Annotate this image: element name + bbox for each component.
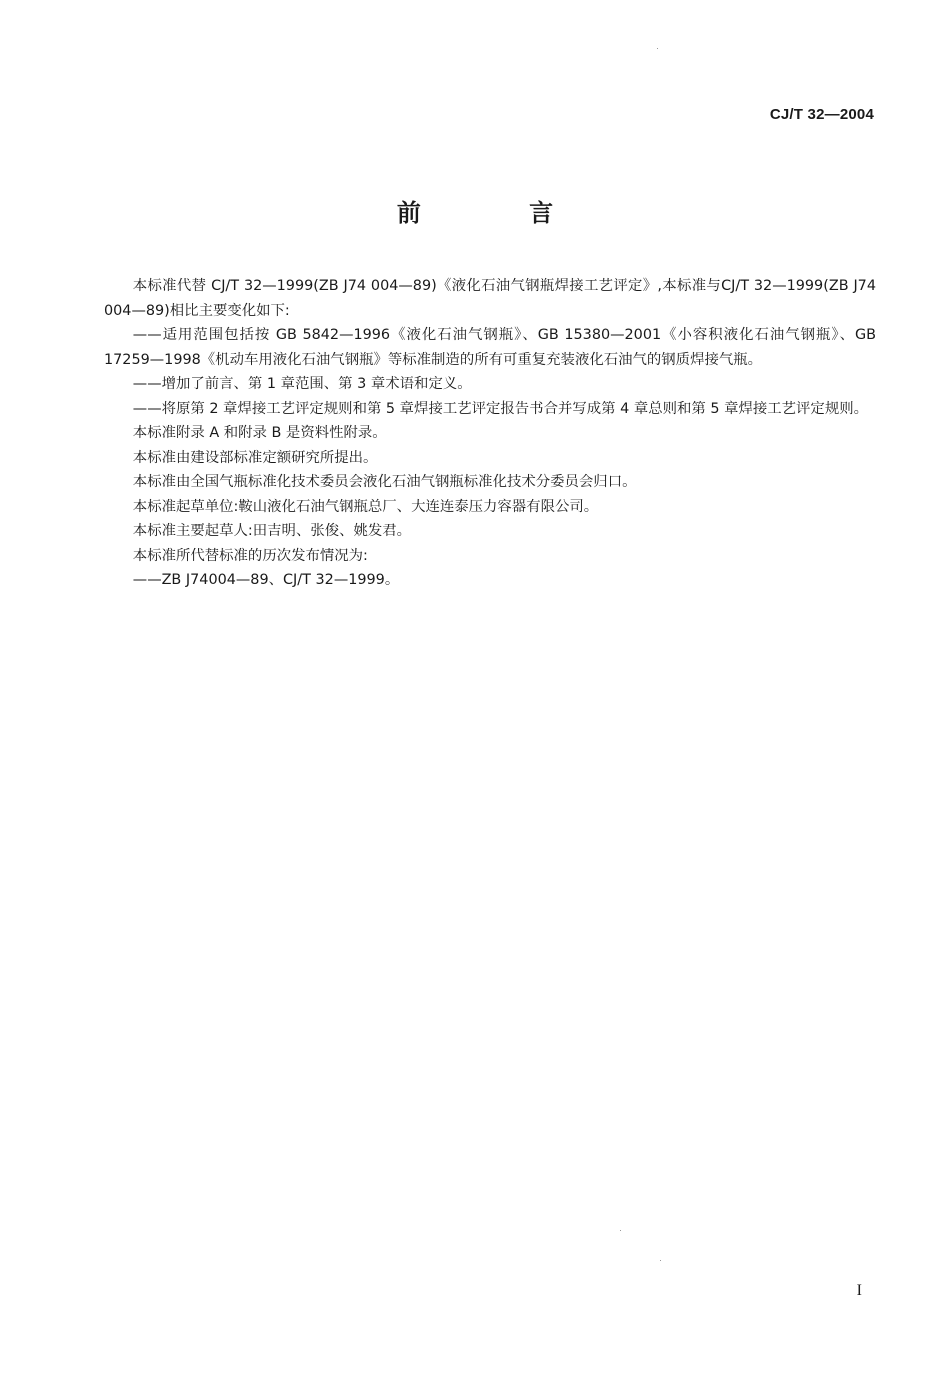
scan-speck	[660, 1260, 661, 1261]
standard-code: CJ/T 32—2004	[769, 106, 874, 123]
change-item-merged-chapters: ——将原第 2 章焊接工艺评定规则和第 5 章焊接工艺评定报告书合并写成第 4 章总则和第 5 章焊接工艺评定规则。	[132, 400, 868, 417]
scan-speck	[620, 1230, 621, 1231]
paragraph-history-intro: 本标准所代替标准的历次发布情况为:	[132, 547, 368, 564]
scan-speck	[657, 48, 658, 49]
history-item: ——ZB J74004—89、CJ/T 32—1999。	[132, 572, 400, 588]
change-item-added-chapters: ——增加了前言、第 1 章范围、第 3 章术语和定义。	[132, 376, 472, 392]
page-title: 前 言	[396, 199, 604, 227]
paragraph-replacement: 本标准代替 CJ/T 32—1999(ZB J74 004—89)《液化石油气钢瓶焊接工艺评定》,本标准与CJ/T 32—1999(ZB J74 004—89)相比主要变化如下:	[104, 278, 876, 319]
paragraph-appendix: 本标准附录 A 和附录 B 是资料性附录。	[132, 425, 387, 441]
paragraph-committee: 本标准由全国气瓶标准化技术委员会液化石油气钢瓶标准化技术分委员会归口。	[132, 474, 637, 490]
foreword-body	[104, 274, 876, 593]
paragraph-proposer: 本标准由建设部标准定额研究所提出。	[132, 449, 378, 466]
paragraph-drafting-units: 本标准起草单位:鞍山液化石油气钢瓶总厂、大连连泰压力容器有限公司。	[132, 498, 599, 515]
change-item-scope: ——适用范围包括按 GB 5842—1996《液化石油气钢瓶》、GB 15380—2001《小容积液化石油气钢瓶》、GB 17259—1998《机动车用液化石油气钢瓶》等标准制造的所有可重复充装液化石油气的钢质焊接气瓶。	[104, 327, 876, 368]
page-number: I	[856, 1282, 862, 1299]
paragraph-drafters: 本标准主要起草人:田吉明、张俊、姚发君。	[132, 523, 412, 539]
